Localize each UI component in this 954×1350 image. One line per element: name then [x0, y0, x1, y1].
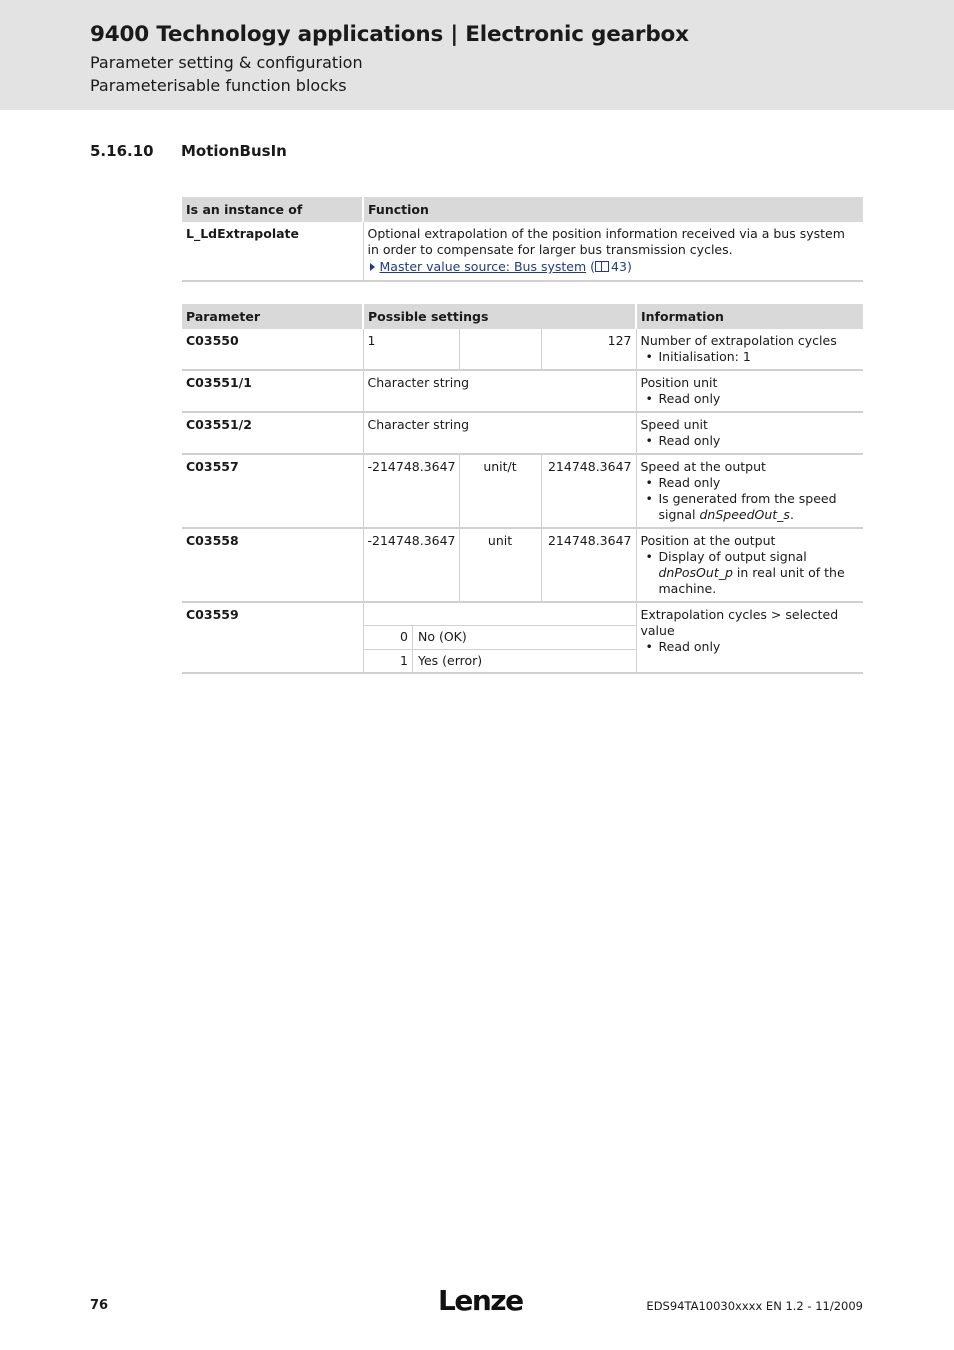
- info-text: Speed at the output: [640, 459, 766, 474]
- bullet-item: • Is generated from the speed signal dnSpeedOut_s.: [659, 491, 860, 523]
- unit-value: unit/t: [459, 454, 541, 528]
- info-col-header: Information: [636, 304, 863, 329]
- setting-text: Character string: [363, 412, 636, 454]
- selection-list-cell: [363, 602, 636, 673]
- selection-option: [364, 649, 636, 672]
- table-row: [182, 370, 863, 412]
- bullet-item: • Initialisation: 1: [659, 349, 860, 365]
- book-icon: [595, 261, 609, 272]
- info-text: Speed unit: [640, 417, 708, 432]
- arrow-right-icon: [370, 263, 375, 271]
- selection-list: [364, 626, 636, 672]
- table-row: [182, 602, 863, 673]
- unit-value: unit: [459, 528, 541, 602]
- settings-col-header: Possible settings: [363, 304, 636, 329]
- parameter-code: C03559: [182, 602, 363, 673]
- option-label: Yes (error): [418, 652, 483, 668]
- info-cell: [636, 528, 863, 602]
- setting-text: Character string: [363, 370, 636, 412]
- parameter-table: [182, 304, 863, 674]
- table-row: [182, 412, 863, 454]
- instance-table: [182, 197, 863, 282]
- info-cell: [636, 412, 863, 454]
- info-cell: [636, 329, 863, 370]
- min-value: -214748.3647: [363, 454, 459, 528]
- info-cell: [636, 370, 863, 412]
- max-value: 214748.3647: [541, 528, 636, 602]
- option-value: 1: [364, 649, 413, 672]
- max-value: 127: [541, 329, 636, 370]
- unit-value: [459, 329, 541, 370]
- option-label: No (OK): [413, 626, 636, 649]
- section-number: 5.16.10: [90, 142, 154, 160]
- bullet-item: • Read only: [659, 475, 860, 491]
- bullet-item: • Display of output signal dnPosOut_p in real unit of the machine.: [659, 549, 860, 597]
- parameter-code: C03557: [182, 454, 363, 528]
- parameter-col-header: Parameter: [182, 304, 363, 329]
- signal-name: dnPosOut_p: [658, 565, 733, 580]
- bullet-item: • Read only: [659, 639, 860, 655]
- parameter-code: C03558: [182, 528, 363, 602]
- bullet-item: • Read only: [659, 433, 860, 449]
- table-row: [182, 329, 863, 370]
- min-value: 1: [363, 329, 459, 370]
- page-number: 76: [90, 1298, 109, 1313]
- document-title: 9400 Technology applications | Electronic gearbox: [90, 22, 689, 47]
- info-text: Position at the output: [640, 533, 776, 548]
- option-value: 0: [364, 626, 413, 649]
- selection-option: [364, 626, 636, 649]
- instance-name: L_LdExtrapolate: [182, 222, 363, 281]
- info-cell: [636, 454, 863, 528]
- section-subtitle: Parameterisable function blocks: [90, 76, 347, 95]
- parameter-code: C03551/2: [182, 412, 363, 454]
- master-value-link[interactable]: Master value source: Bus system: [379, 259, 587, 274]
- lenze-logo: Lenze: [438, 1284, 523, 1317]
- info-text: Position unit: [640, 375, 718, 390]
- min-value: -214748.3647: [363, 528, 459, 602]
- parameter-code: C03550: [182, 329, 363, 370]
- instance-col-header: Is an instance of: [182, 197, 363, 222]
- function-cell: [363, 222, 863, 281]
- document-id: EDS94TA10030xxxx EN 1.2 - 11/2009: [646, 1299, 863, 1313]
- max-value: 214748.3647: [541, 454, 636, 528]
- table-row: [182, 528, 863, 602]
- parameter-code: C03551/1: [182, 370, 363, 412]
- cross-reference: Master value source: Bus system ( 43): [368, 259, 860, 275]
- info-text: Number of extrapolation cycles: [640, 333, 837, 348]
- bullet-item: • Read only: [659, 391, 860, 407]
- table-row: [182, 454, 863, 528]
- signal-name: dnSpeedOut_s: [699, 507, 790, 522]
- page-reference[interactable]: 43: [611, 259, 627, 274]
- function-col-header: Function: [363, 197, 863, 222]
- section-title: MotionBusIn: [181, 142, 287, 160]
- function-text: Optional extrapolation of the position information received via a bus system in order to compensate for larger bus transmission cycles.: [367, 226, 845, 257]
- info-cell: [636, 602, 863, 673]
- chapter-subtitle: Parameter setting & configuration: [90, 53, 363, 72]
- info-text: Extrapolation cycles > selected value: [640, 607, 839, 638]
- page-header: [0, 0, 954, 110]
